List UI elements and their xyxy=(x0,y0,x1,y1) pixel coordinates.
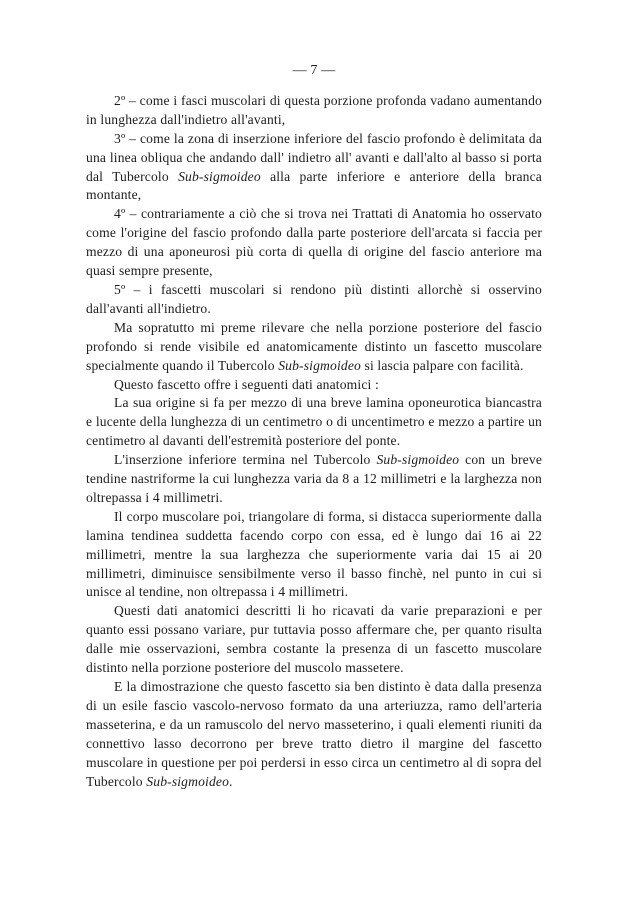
paragraph-point-3 xyxy=(86,130,542,206)
paragraph-text: Ma sopratutto mi preme rilevare che nella porzione posteriore del fascio profondo si rende visibile ed anatomicamente distinto un fascetto muscolare specialmente quando il Tubercolo xyxy=(86,319,542,373)
paragraph-origin: La sua origine si fa per mezzo di una breve lamina oponeurotica biancastra e lucente della lunghezza di un centimetro o di uncentimetro e mezzo a partire un centimetro al davanti dell'estremità posteriore del ponte. xyxy=(86,395,542,449)
paragraph-anatomical-data-intro: Questo fascetto offre i seguenti dati anatomici : xyxy=(114,376,379,392)
paragraph-text: L'inserzione inferiore termina nel Tubercolo xyxy=(114,452,377,468)
paragraph-preparations: Questi dati anatomici descritti li ho ricavati da varie preparazioni e per quanto essi possano variare, pur tuttavia posso affermare che, per quanto risulta dalle mie osservazioni, sembra costante la presenza di un fascetto muscolare distinto nella porzione posteriore del muscolo massetere. xyxy=(86,603,542,676)
italic-term: Sub-sigmoideo xyxy=(278,357,361,373)
page-body xyxy=(86,62,542,791)
italic-term: Sub-sigmoideo xyxy=(146,773,230,789)
paragraph-point-2: 2º – come i fasci muscolari di questa porzione profonda vadano aumentando in lunghezza dall'indietro all'avanti, xyxy=(86,92,542,127)
italic-term: Sub-sigmoideo xyxy=(178,168,261,184)
paragraph-demonstration xyxy=(86,678,542,791)
paragraph-point-4: 4º – contrariamente a ciò che si trova nei Trattati di Anatomia ho osservato come l'origine del fascio profondo dalla parte posteriore dell'arcata si faccia per mezzo di una aponeurosi più corta di quella di origine del fascio anteriore ma quasi sempre presente, xyxy=(86,206,542,279)
paragraph-text-after: . xyxy=(229,773,233,789)
paragraph-insertion xyxy=(86,451,542,508)
paragraph-point-5: 5º – i fascetti muscolari si rendono più distinti allorchè si osservino dall'avanti all'indietro. xyxy=(86,281,542,316)
paragraph-text-after: si lascia palpare con facilità. xyxy=(360,357,524,373)
paragraph-text: 3º – come la zona di inserzione inferiore del fascio profondo è delimitata da una linea obliqua che andando dall' indietro all' avanti e dall'alto al basso si porta dal Tubercolo xyxy=(86,130,542,184)
paragraph-posterior-bundle xyxy=(86,319,542,376)
paragraph-muscle-body: Il corpo muscolare poi, triangolare di forma, si distacca superiormente dalla lamina tendinea suddetta facendo corpo con essa, ed è lungo dai 16 ai 22 millimetri, mentre la sua larghezza che superiormente varia dai 15 ai 20 millimetri, diminuisce sensibilmente verso il basso finchè, nel punto in cui si unisce al tendine, non oltrepassa i 4 millimetri. xyxy=(86,508,542,600)
page-number: — 7 — xyxy=(292,63,336,78)
paragraph-text-after: con un breve tendine nastriforme la cui lunghezza varia da 8 a 12 millimetri e la larghezza non oltrepassa i 4 millimetri. xyxy=(86,452,542,505)
paragraph-text-after: alla parte inferiore e anteriore della branca montante, xyxy=(86,168,542,203)
italic-term: Sub-sigmoideo xyxy=(376,452,460,468)
paragraph-text: E la dimostrazione che questo fascetto sia ben distinto è data dalla presenza di un esile fascio vascolo-nervoso formato da una arteriuzza, ramo dell'arteria masseterina, e da un ramuscolo del nervo masseterino, i quali elementi riuniti da connettivo lasso decorrono per breve tratto dietro il margine del fascetto muscolare in questione per poi perdersi in esso circa un centimetro al di sopra del Tubercolo xyxy=(86,679,542,789)
